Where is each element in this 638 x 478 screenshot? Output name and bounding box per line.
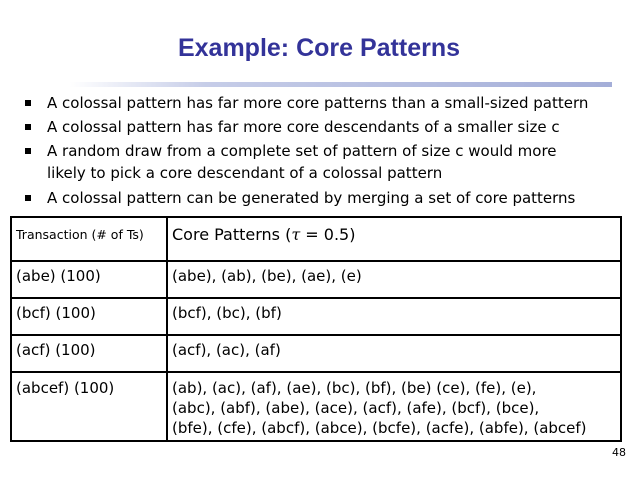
bullet-item: [0, 140, 638, 184]
table-row: [11, 261, 621, 298]
patterns-cell: (abe), (ab), (be), (ae), (e): [167, 261, 621, 298]
transaction-cell: (bcf) (100): [11, 298, 167, 335]
bullet-text: A random draw from a complete set of pattern of size c would more likely to pick a core descendant of a colossal pattern: [47, 142, 557, 182]
table-row: [11, 298, 621, 335]
patterns-line: (abc), (abf), (abe), (ace), (acf), (afe), (bcf), (bce),: [172, 399, 540, 417]
table-header-row: [11, 217, 621, 261]
transaction-cell: (abe) (100): [11, 261, 167, 298]
square-bullet-icon: [25, 148, 31, 154]
header-core-patterns: [167, 217, 621, 261]
bullet-text: A colossal pattern can be generated by merging a set of core patterns: [47, 189, 576, 207]
bullet-list: [0, 92, 638, 211]
patterns-cell: [167, 372, 621, 441]
patterns-line: (bfe), (cfe), (abcf), (abce), (bcfe), (acfe), (abfe), (abcef): [172, 419, 587, 437]
header-core-patterns-suffix: = 0.5): [300, 225, 356, 244]
bullet-item: [0, 92, 638, 114]
bullet-text: A colossal pattern has far more core patterns than a small-sized pattern: [47, 94, 589, 112]
header-transaction: Transaction (# of Ts): [11, 217, 167, 261]
table-row: [11, 335, 621, 372]
square-bullet-icon: [25, 124, 31, 130]
bullet-item: [0, 116, 638, 138]
core-patterns-table: [10, 216, 622, 442]
bullet-item: [0, 187, 638, 209]
patterns-cell: (acf), (ac), (af): [167, 335, 621, 372]
patterns-cell: (bcf), (bc), (bf): [167, 298, 621, 335]
square-bullet-icon: [25, 100, 31, 106]
transaction-cell: (acf) (100): [11, 335, 167, 372]
header-core-patterns-prefix: Core Patterns (: [172, 225, 292, 244]
bullet-text: A colossal pattern has far more core descendants of a smaller size c: [47, 118, 560, 136]
slide-title: Example: Core Patterns: [177, 34, 461, 62]
transaction-cell: (abcef) (100): [11, 372, 167, 441]
tau-symbol: τ: [291, 225, 301, 244]
table-row: [11, 372, 621, 441]
title-divider: [70, 82, 612, 87]
square-bullet-icon: [25, 195, 31, 201]
page-number: 48: [612, 446, 626, 459]
patterns-line: (ab), (ac), (af), (ae), (bc), (bf), (be) (ce), (fe), (e),: [172, 379, 537, 397]
